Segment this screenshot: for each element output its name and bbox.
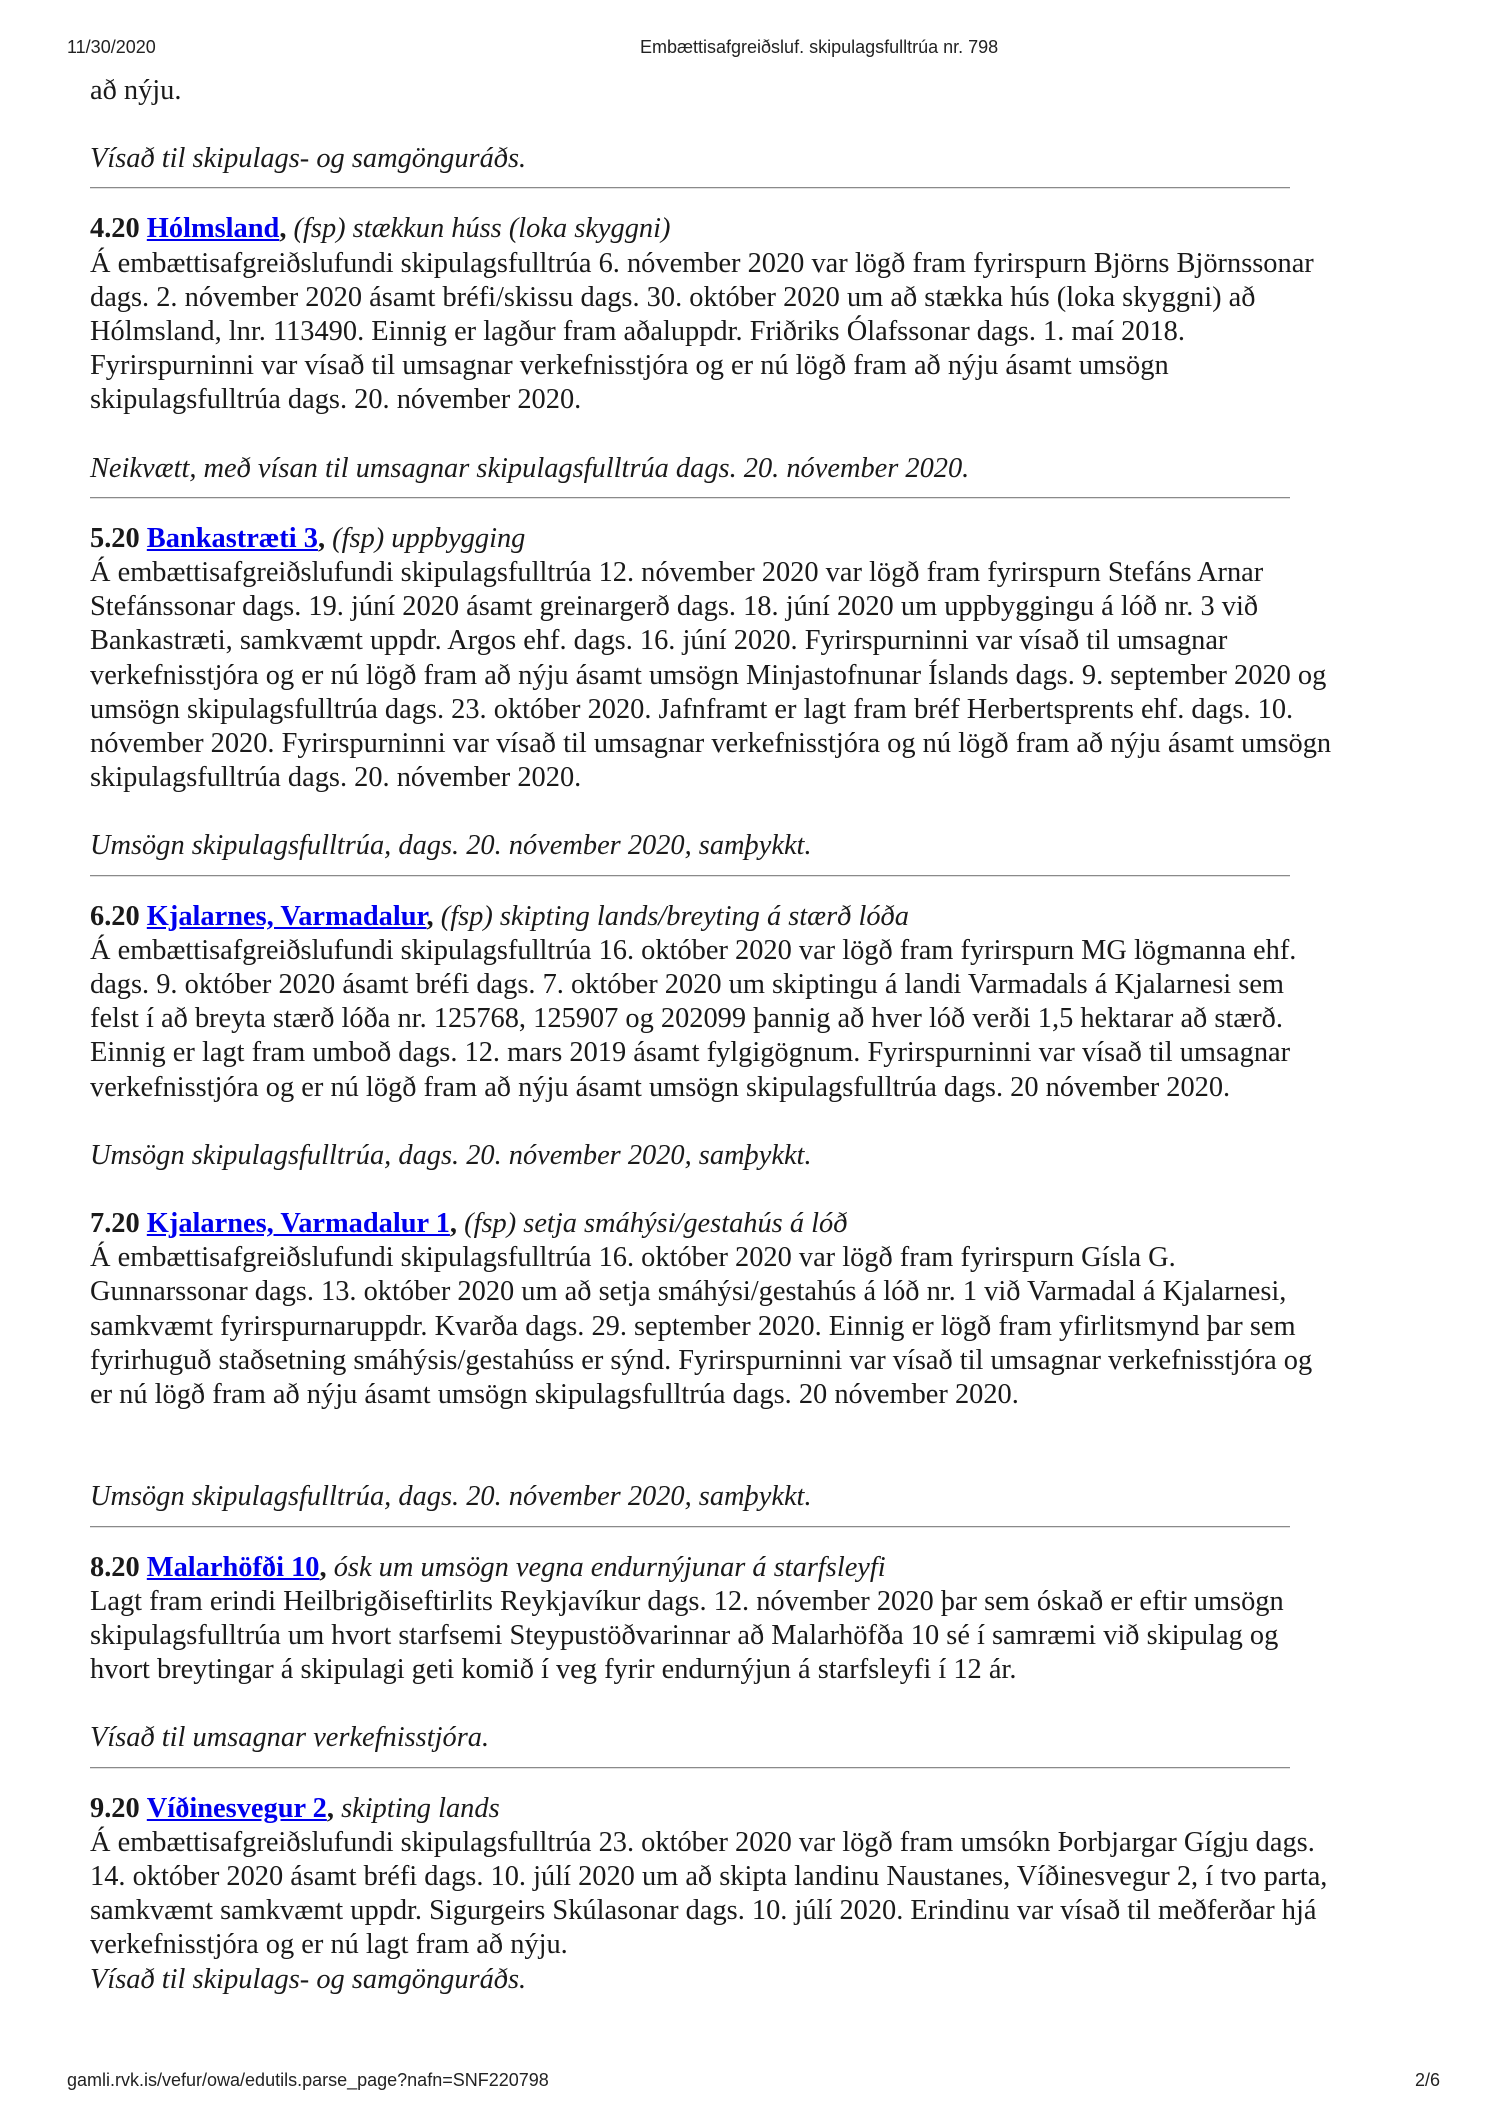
item-decision: Neikvætt, með vísan til umsagnar skipulagsfulltrúa dags. 20. nóvember 2020. xyxy=(90,452,970,484)
body-line: dags. 2. nóvember 2020 ásamt bréfi/skissu dags. 30. október 2020 um að stækka hús (loka skyggni) að xyxy=(90,281,1256,313)
agenda-item: 5.20 Bankastræti 3, (fsp) uppbygging Á embættisafgreiðslufundi skipulagsfulltrúa 12. nóvember 2020 var lögð fram fyrirspurn Stefáns Arnar Stefánssonar dags. 19. júní 2020 ásamt greinargerð dags. 18. júní 2020 um uppbyggingu á lóð nr. 3 við Bankastræti, samkvæmt uppdr. Argos ehf. dags. 16. júní 2020. Fyrirspurninni var vísað til umsagnar verkefnisstjóra og er nú lögð fram að nýju ásamt umsögn Minjastofnunar Íslands dags. 9. september 2020 og umsögn skipulagsfulltrúa dags. 23. október 2020. Jafnframt er lagt fram bréf Herbertsprents ehf. dags. 10. nóvember 2020. Fyrirspurninni var vísað til umsagnar verkefnisstjóra og nú lögð fram að nýju ásamt umsögn skipulagsfulltrúa dags. 20. nóvember 2020. Umsögn skipulagsfulltrúa, dags. 20. nóvember 2020, samþykkt. xyxy=(90,522,1450,864)
agenda-item: 8.20 Malarhöfði 10, ósk um umsögn vegna endurnýjunar á starfsleyfi Lagt fram erindi Heilbrigðiseftirlits Reykjavíkur dags. 12. nóvember 2020 þar sem óskað er eftir umsögn skipulagsfulltrúa um hvort starfsemi Steypustöðvarinnar að Malarhöfða 10 sé í samræmi við skipulag og hvort breytingar á skipulagi geti komið í veg fyrir endurnýjun á starfsleyfi í 12 ár. Vísað til umsagnar verkefnisstjóra. xyxy=(90,1551,1450,1756)
body-line: nóvember 2020. Fyrirspurninni var vísað til umsagnar verkefnisstjóra og nú lögð fram að nýju ásamt umsögn xyxy=(90,728,1332,760)
body-line: 14. október 2020 ásamt bréfi dags. 10. júlí 2020 um að skipta landinu Naustanes, Víðinesvegur 2, í tvo parta, xyxy=(90,1860,1328,1892)
body-line: verkefnisstjóra og er nú lögð fram að nýju ásamt umsögn skipulagsfulltrúa dags. 20 nóvember 2020. xyxy=(90,1071,1231,1103)
body-line: verkefnisstjóra og er nú lagt fram að nýju. xyxy=(90,1929,568,1961)
separator xyxy=(90,1526,1290,1528)
body-line: skipulagsfulltrúa um hvort starfsemi Steypustöðvarinnar að Malarhöfða 10 sé í samræmi við skipulag og xyxy=(90,1619,1279,1651)
body-line: samkvæmt fyrirspurnaruppdr. Kvarða dags. 29. september 2020. Einnig er lögð fram yfirlitsmynd þar sem xyxy=(90,1310,1296,1342)
item-decision: Umsögn skipulagsfulltrúa, dags. 20. nóvember 2020, samþykkt. xyxy=(90,1139,812,1171)
body-line: hvort breytingar á skipulagi geti komið í veg fyrir endurnýjun á starfsleyfi í 12 ár. xyxy=(90,1654,1017,1686)
body-line: Á embættisafgreiðslufundi skipulagsfulltrúa 16. október 2020 var lögð fram fyrirspurn Gísla G. xyxy=(90,1242,1176,1274)
item-number: 9.20 xyxy=(90,1792,140,1824)
separator xyxy=(90,187,1290,189)
agenda-item: 4.20 Hólmsland, (fsp) stækkun húss (loka skyggni) Á embættisafgreiðslufundi skipulagsfulltrúa 6. nóvember 2020 var lögð fram fyrirspurn Björns Björnssonar dags. 2. nóvember 2020 ásamt bréfi/skissu dags. 30. október 2020 um að stækka hús (loka skyggni) að Hólmsland, lnr. 113490. Einnig er lagður fram aðaluppdr. Friðriks Ólafssonar dags. 1. maí 2018. Fyrirspurninni var vísað til umsagnar verkefnisstjóra og er nú lögð fram að nýju ásamt umsögn skipulagsfulltrúa dags. 20. nóvember 2020. Neikvætt, með vísan til umsagnar skipulagsfulltrúa dags. 20. nóvember 2020. xyxy=(90,212,1450,485)
item-address-link[interactable]: Bankastræti 3 xyxy=(146,522,318,554)
body-line: Á embættisafgreiðslufundi skipulagsfulltrúa 23. október 2020 var lögð fram umsókn Þorbjargar Gígju dags. xyxy=(90,1826,1315,1858)
item-address-link[interactable]: Kjalarnes, Varmadalur 1 xyxy=(146,1208,450,1240)
item-subject: (fsp) stækkun húss (loka skyggni) xyxy=(293,213,671,245)
item-decision: Umsögn skipulagsfulltrúa, dags. 20. nóvember 2020, samþykkt. xyxy=(90,830,812,862)
item-decision: Vísað til skipulags- og samgönguráðs. xyxy=(90,1963,527,1995)
header-date: 11/30/2020 xyxy=(67,37,156,57)
body-line: skipulagsfulltrúa dags. 20. nóvember 2020. xyxy=(90,384,582,416)
body-line: Einnig er lagt fram umboð dags. 12. mars 2019 ásamt fylgigögnum. Fyrirspurninni var vísað til umsagnar xyxy=(90,1037,1291,1069)
item-subject: (fsp) setja smáhýsi/gestahús á lóð xyxy=(464,1208,848,1240)
item-number: 7.20 xyxy=(90,1208,140,1240)
body-line: Lagt fram erindi Heilbrigðiseftirlits Reykjavíkur dags. 12. nóvember 2020 þar sem óskað er eftir umsögn xyxy=(90,1585,1284,1617)
body-line: Hólmsland, lnr. 113490. Einnig er lagður fram aðaluppdr. Friðriks Ólafssonar dags. 1. maí 2018. xyxy=(90,316,1185,348)
body-line: felst í að breyta stærð lóða nr. 125768, 125907 og 202099 þannig að hver lóð verði 1,5 hektarar að stærð. xyxy=(90,1003,1283,1035)
item-number: 4.20 xyxy=(90,213,140,245)
agenda-item: 7.20 Kjalarnes, Varmadalur 1, (fsp) setja smáhýsi/gestahús á lóð Á embættisafgreiðslufundi skipulagsfulltrúa 16. október 2020 var lögð fram fyrirspurn Gísla G. Gunnarssonar dags. 13. október 2020 um að setja smáhýsi/gestahús á lóð nr. 1 við Varmadal á Kjalarnesi, samkvæmt fyrirspurnaruppdr. Kvarða dags. 29. september 2020. Einnig er lögð fram yfirlitsmynd þar sem fyrirhuguð staðsetning smáhýsis/gestahúss er sýnd. Fyrirspurninni var vísað til umsagnar verkefnisstjóra og er nú lögð fram að nýju ásamt umsögn skipulagsfulltrúa dags. 20 nóvember 2020. Umsögn skipulagsfulltrúa, dags. 20. nóvember 2020, samþykkt. xyxy=(90,1207,1450,1514)
item-subject: (fsp) uppbygging xyxy=(332,522,526,554)
continued-text: að nýju. xyxy=(90,75,182,106)
body-line: Á embættisafgreiðslufundi skipulagsfulltrúa 6. nóvember 2020 var lögð fram fyrirspurn Björns Björnssonar xyxy=(90,247,1314,279)
item-address-link[interactable]: Kjalarnes, Varmadalur xyxy=(146,900,427,932)
body-line: samkvæmt samkvæmt uppdr. Sigurgeirs Skúlasonar dags. 10. júlí 2020. Erindinu var vísað til meðferðar hjá xyxy=(90,1895,1317,1927)
footer-page-number: 2/6 xyxy=(1415,2070,1441,2090)
body-line: verkefnisstjóra og er nú lögð fram að nýju ásamt umsögn Minjastofnunar Íslands dags. 9. september 2020 og xyxy=(90,659,1327,691)
item-address-link[interactable]: Hólmsland xyxy=(146,213,280,245)
footer-url: gamli.rvk.is/vefur/owa/edutils.parse_page?nafn=SNF220798 xyxy=(67,2070,549,2090)
agenda-item: 9.20 Víðinesvegur 2, skipting lands Á embættisafgreiðslufundi skipulagsfulltrúa 23. október 2020 var lögð fram umsókn Þorbjargar Gígju dags. 14. október 2020 ásamt bréfi dags. 10. júlí 2020 um að skipta landinu Naustanes, Víðinesvegur 2, í tvo parta, samkvæmt samkvæmt uppdr. Sigurgeirs Skúlasonar dags. 10. júlí 2020. Erindinu var vísað til meðferðar hjá verkefnisstjóra og er nú lagt fram að nýju. Vísað til skipulags- og samgönguráðs. xyxy=(90,1792,1450,1997)
body-line: Á embættisafgreiðslufundi skipulagsfulltrúa 12. nóvember 2020 var lögð fram fyrirspurn Stefáns Arnar xyxy=(90,557,1264,589)
body-line: dags. 9. október 2020 ásamt bréfi dags. 7. október 2020 um skiptingu á landi Varmadals á Kjalarnesi sem xyxy=(90,969,1284,1001)
body-line: Gunnarssonar dags. 13. október 2020 um að setja smáhýsi/gestahús á lóð nr. 1 við Varmadal á Kjalarnesi, xyxy=(90,1276,1287,1308)
agenda-item: 6.20 Kjalarnes, Varmadalur, (fsp) skipting lands/breyting á stærð lóða Á embættisafgreiðslufundi skipulagsfulltrúa 16. október 2020 var lögð fram fyrirspurn MG lögmanna ehf. dags. 9. október 2020 ásamt bréfi dags. 7. október 2020 um skiptingu á landi Varmadals á Kjalarnesi sem felst í að breyta stærð lóða nr. 125768, 125907 og 202099 þannig að hver lóð verði 1,5 hektarar að stærð. Einnig er lagt fram umboð dags. 12. mars 2019 ásamt fylgigögnum. Fyrirspurninni var vísað til umsagnar verkefnisstjóra og er nú lögð fram að nýju ásamt umsögn skipulagsfulltrúa dags. 20 nóvember 2020. Umsögn skipulagsfulltrúa, dags. 20. nóvember 2020, samþykkt. xyxy=(90,900,1450,1173)
item-number: 5.20 xyxy=(90,522,140,554)
body-line: umsögn skipulagsfulltrúa dags. 23. október 2020. Jafnframt er lagt fram bréf Herbertsprents ehf. dags. 10. xyxy=(90,693,1294,725)
separator xyxy=(90,875,1290,877)
item-subject: ósk um umsögn vegna endurnýjunar á starfsleyfi xyxy=(333,1551,886,1583)
body-line: Á embættisafgreiðslufundi skipulagsfulltrúa 16. október 2020 var lögð fram fyrirspurn MG lögmanna ehf. xyxy=(90,934,1297,966)
body-line: skipulagsfulltrúa dags. 20. nóvember 2020. xyxy=(90,762,582,794)
separator xyxy=(90,1767,1290,1769)
document-body xyxy=(90,74,1450,1997)
header-title: Embættisafgreiðsluf. skipulagsfulltrúa nr. 798 xyxy=(640,37,999,57)
separator xyxy=(90,497,1290,499)
body-line: er nú lögð fram að nýju ásamt umsögn skipulagsfulltrúa dags. 20 nóvember 2020. xyxy=(90,1379,1019,1411)
body-line: Fyrirspurninni var vísað til umsagnar verkefnisstjóra og er nú lögð fram að nýju ásamt umsögn xyxy=(90,350,1169,382)
item-subject: skipting lands xyxy=(341,1792,500,1824)
body-line: fyrirhuguð staðsetning smáhýsis/gestahúss er sýnd. Fyrirspurninni var vísað til umsagnar verkefnisstjóra og xyxy=(90,1344,1313,1376)
item-number: 6.20 xyxy=(90,900,140,932)
item-subject: (fsp) skipting lands/breyting á stærð lóða xyxy=(440,900,909,932)
intro-decision: Vísað til skipulags- og samgönguráðs. xyxy=(90,143,527,175)
body-line: Bankastræti, samkvæmt uppdr. Argos ehf. dags. 16. júní 2020. Fyrirspurninni var vísað til umsagnar xyxy=(90,625,1228,657)
item-decision: Umsögn skipulagsfulltrúa, dags. 20. nóvember 2020, samþykkt. xyxy=(90,1481,812,1513)
item-address-link[interactable]: Malarhöfði 10 xyxy=(146,1551,320,1583)
item-address-link[interactable]: Víðinesvegur 2 xyxy=(146,1792,327,1824)
item-number: 8.20 xyxy=(90,1551,140,1583)
body-line: Stefánssonar dags. 19. júní 2020 ásamt greinargerð dags. 18. júní 2020 um uppbyggingu á lóð nr. 3 við xyxy=(90,591,1259,623)
item-decision: Vísað til umsagnar verkefnisstjóra. xyxy=(90,1722,490,1754)
